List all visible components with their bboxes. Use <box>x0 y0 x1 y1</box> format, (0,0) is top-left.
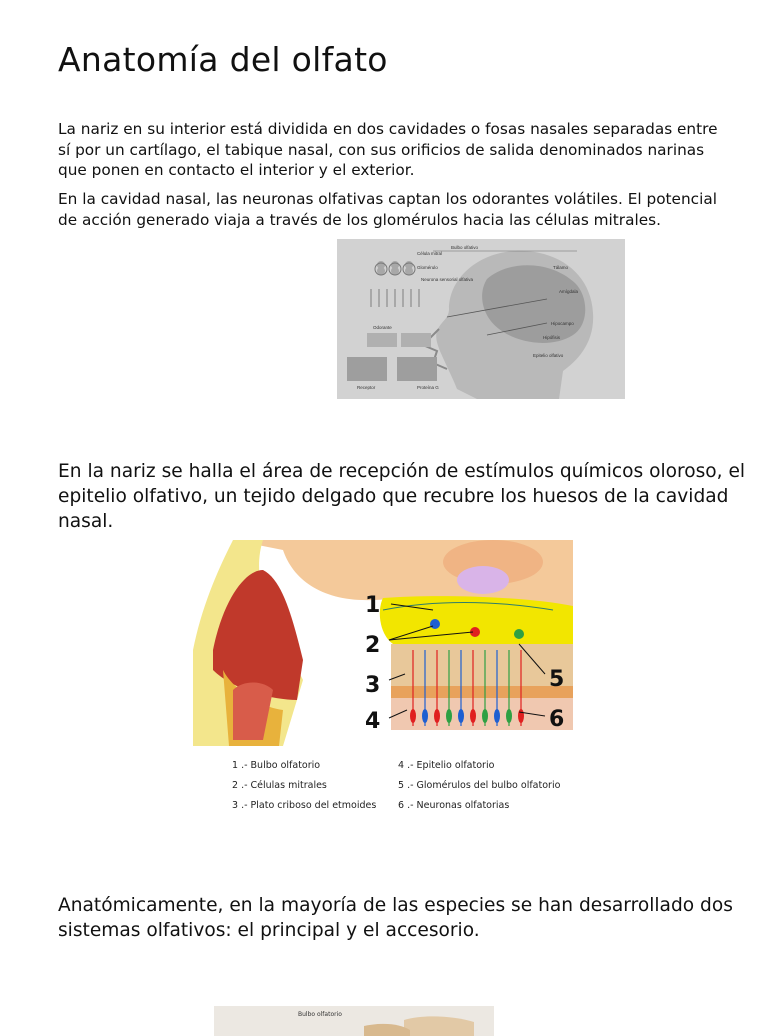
olfactory-pathway-figure <box>337 239 625 399</box>
legend-item-2: 2 .- Células mitrales <box>232 780 327 791</box>
label-mitral-cell: Célula mitral <box>417 251 443 256</box>
label-olfactory-bulb: Bulbo olfativo <box>451 245 479 250</box>
callout-5: 5 <box>549 667 565 692</box>
paragraph-olfactory-systems: Anatómicamente, en la mayoría de las especies se han desarrollado dos sistemas olfativos: el principal y el accesorio. <box>58 895 733 941</box>
olfactory-bulb-figure <box>214 1006 494 1036</box>
callout-1: 1 <box>365 593 381 618</box>
label-sensory-neuron: Neurona sensorial olfativa <box>421 277 474 282</box>
callout-3: 3 <box>365 673 381 698</box>
label-hippocampus: Hipocampo <box>551 321 574 326</box>
paragraph-olfactory-epithelium: En la nariz se halla el área de recepción de estímulos químicos oloroso, el epitelio olfativo, un tejido delgado que recubre los huesos de la cavidad nasal. <box>58 461 746 532</box>
legend-item-4: 4 .- Epitelio olfatorio <box>398 760 495 771</box>
label-receptor: Receptor <box>357 385 376 390</box>
legend-item-6: 6 .- Neuronas olfatorias <box>398 800 510 811</box>
olfactory-bulb-illustration <box>214 1006 494 1036</box>
label-pituitary: Hipófisis <box>543 335 561 340</box>
label-amygdala: Amígdala <box>559 289 579 294</box>
label-odorant: Odorante <box>373 325 392 330</box>
olfactory-pathway-illustration <box>337 239 625 399</box>
legend-item-5: 5 .- Glomérulos del bulbo olfatorio <box>398 780 561 791</box>
figure3-caption: Bulbo olfatorio <box>298 1011 342 1018</box>
olfactory-epithelium-illustration <box>193 540 576 746</box>
label-thalamus: Tálamo <box>553 265 569 270</box>
legend-item-3: 3 .- Plato criboso del etmoides <box>232 800 377 811</box>
label-olfactory-epithelium: Epitelio olfativo <box>533 353 564 358</box>
paragraph-olfactory-neurons: En la cavidad nasal, las neuronas olfativas captan los odorantes volátiles. El potencial de acción generado viaja a través de los glomérulos hacia las células mitrales. <box>58 190 717 229</box>
legend-item-1: 1 .- Bulbo olfatorio <box>232 760 321 771</box>
olfactory-epithelium-figure <box>193 540 576 746</box>
label-g-protein: Proteína G <box>417 385 439 390</box>
page-title: Anatomía del olfato <box>58 40 388 79</box>
label-glomerulus: Glomérulo <box>417 265 438 270</box>
callout-6: 6 <box>549 707 565 732</box>
paragraph-nasal-cavities: La nariz en su interior está dividida en dos cavidades o fosas nasales separadas entre sí por un cartílago, el tabique nasal, con sus orificios de salida denominados narinas que ponen en contacto el interior y el exterior. <box>58 120 718 179</box>
callout-2: 2 <box>365 633 381 658</box>
callout-4: 4 <box>365 709 381 734</box>
